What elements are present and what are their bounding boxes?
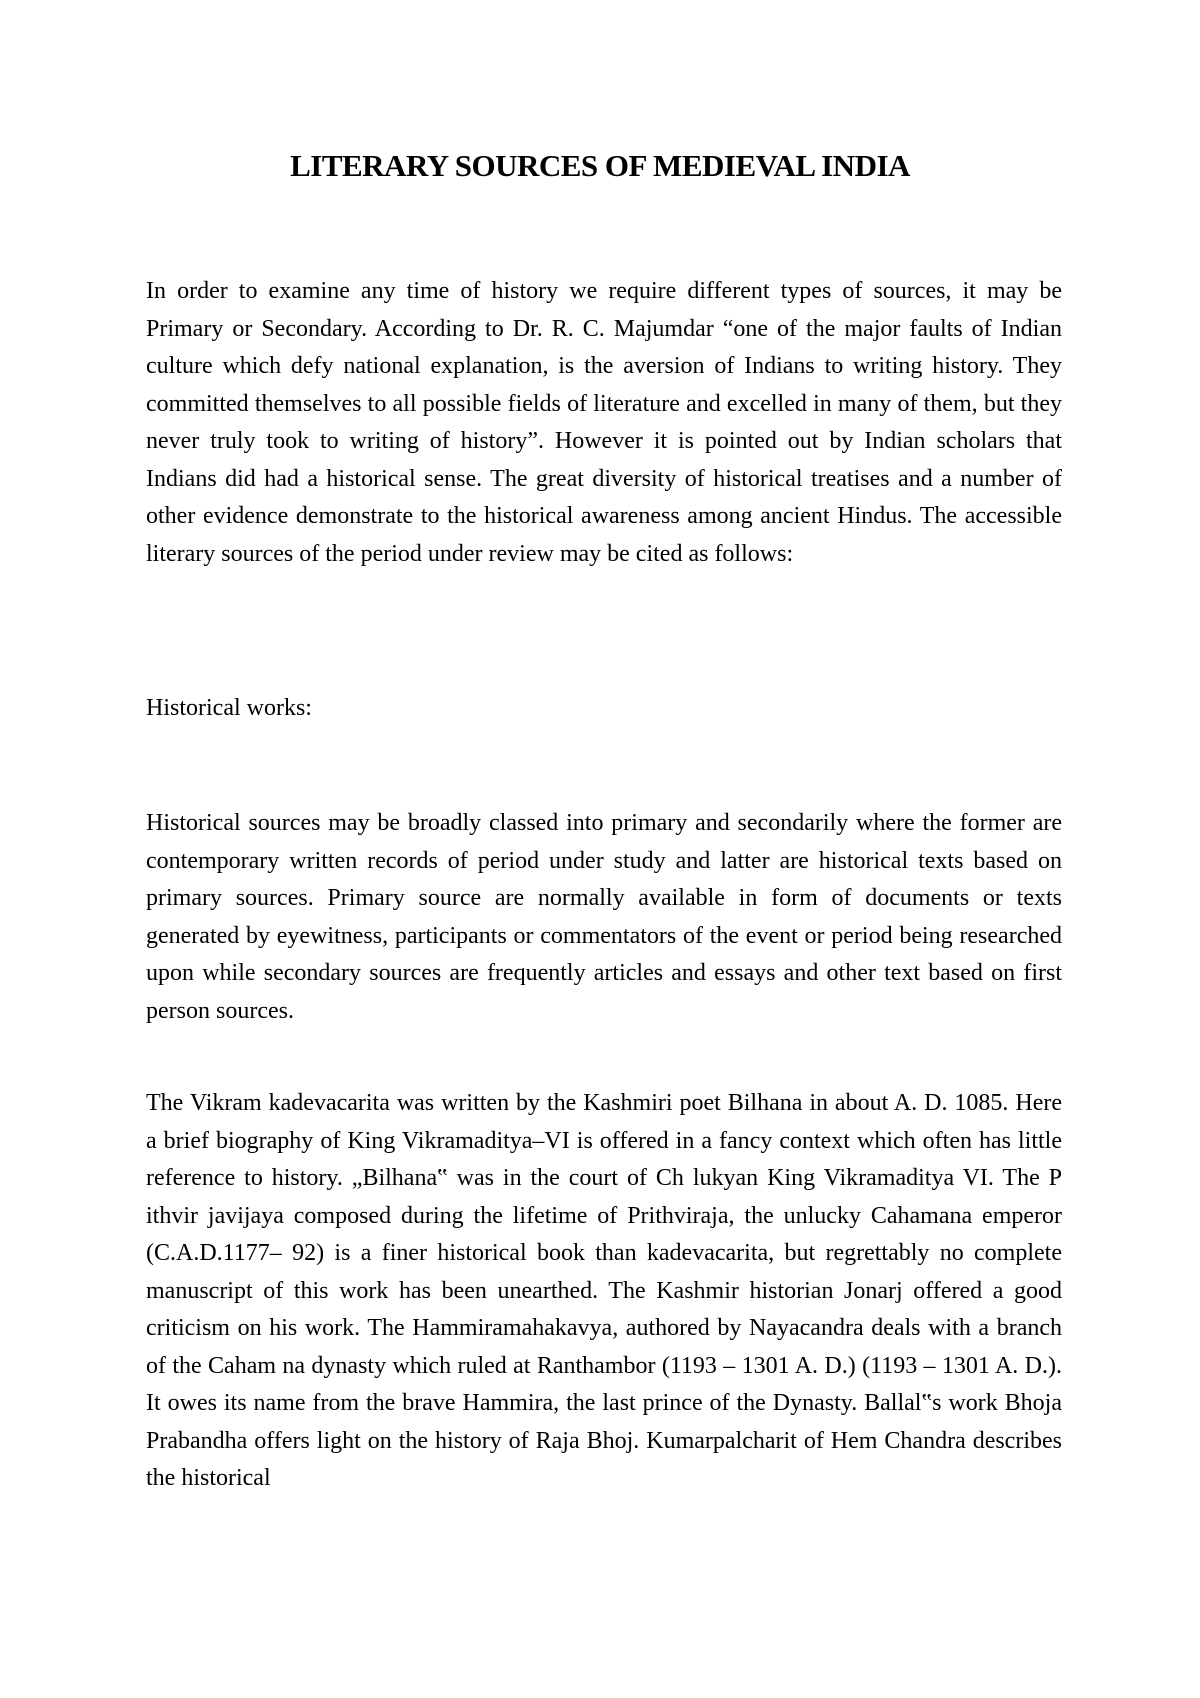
historical-sources-paragraph: Historical sources may be broadly classed into primary and secondarily where the former are contemporary written records of period under study and latter are historical texts based on primary sources. Primary source are normally available in form of documents or texts generated by eyewitness, participants or commentators of the event or period being researched upon while secondary sources are frequently articles and essays and other text based on first person sources. [146, 810, 1062, 1024]
intro-paragraph: In order to examine any time of history we require different types of sources, it may be Primary or Secondary. According to Dr. R. C. Majumdar “one of the major faults of Indian culture which defy national explanation, is the aversion of Indians to writing history. They committed themselves to all possible fields of literature and excelled in many of them, but they never truly took to writing of history”. However it is pointed out by Indian scholars that Indians did had a historical sense. The great diversity of historical treatises and a number of other evidence demonstrate to the historical awareness among ancient Hindus. The accessible literary sources of the period under review may be cited as follows: [146, 278, 1062, 567]
vikramankadevacarita-paragraph: The Vikram kadevacarita was written by the Kashmiri poet Bilhana in about A. D. 1085. Here a brief biography of King Vikramaditya–VI is offered in a fancy context which often has little reference to history. „Bilhana‟ was in the court of Ch lukyan King Vikramaditya VI. The P ithvir javijaya composed during the lifetime of Prithviraja, the unlucky Cahamana emperor (C.A.D.1177– 92) is a finer historical book than kadevacarita, but regrettably no complete manuscript of this work has been unearthed. The Kashmir historian Jonarj offered a good criticism on his work. The Hammiramahakavya, authored by Nayacandra deals with a branch of the Caham na dynasty which ruled at Ranthambor (1193 – 1301 A. D.) (1193 – 1301 A. D.). It owes its name from the brave Hammira, the last prince of the Dynasty. Ballal‟s work Bhoja Prabandha offers light on the history of Raja Bhoj. Kumarpalcharit of Hem Chandra describes the historical [146, 1090, 1062, 1491]
section-heading-historical-works: Historical works: [146, 695, 312, 721]
page-title: LITERARY SOURCES OF MEDIEVAL INDIA [290, 148, 910, 183]
